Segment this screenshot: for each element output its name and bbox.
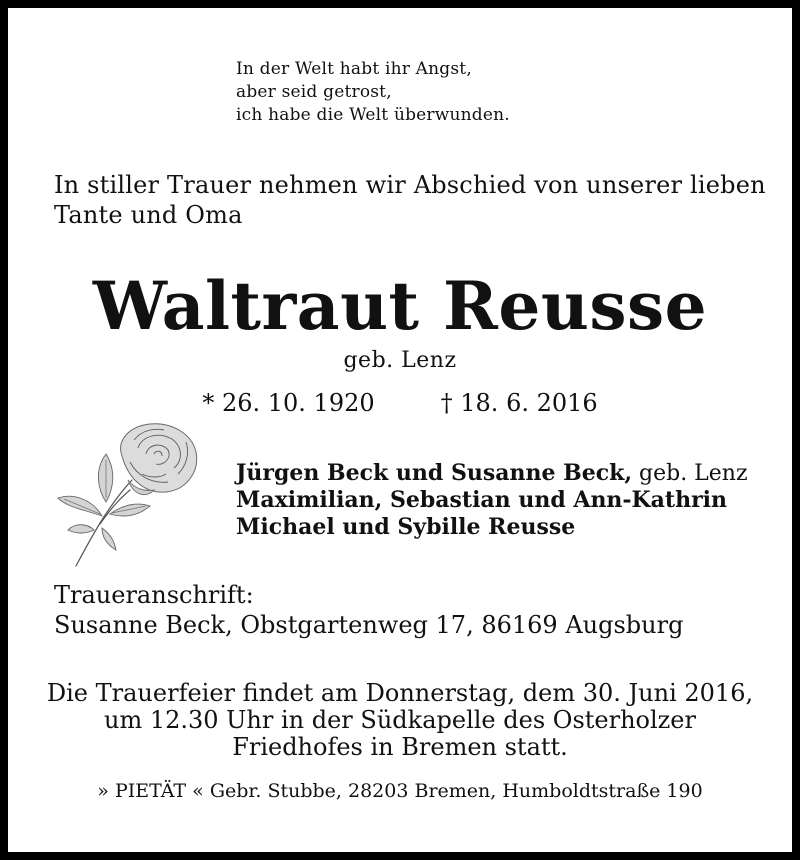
mourner-line [236, 460, 748, 487]
intro-line: In stiller Trauer nehmen wir Abschied von unserer lieben [54, 171, 766, 199]
mourner-names: Jürgen Beck und Susanne Beck, [236, 460, 633, 486]
mourner-names: Maximilian, Sebastian und Ann-Kathrin [236, 487, 728, 513]
mourner-line [236, 487, 748, 514]
service-line: um 12.30 Uhr in der Südkapelle des Osterholzer [104, 706, 696, 734]
bible-verse [236, 58, 510, 127]
mourner-line [236, 514, 748, 541]
address-label: Traueranschrift: [54, 581, 254, 609]
mourner-names: Michael und Sybille Reusse [236, 514, 576, 540]
funeral-service-info [8, 680, 792, 761]
intro-line: Tante und Oma [54, 201, 243, 229]
intro-text [54, 170, 774, 230]
deceased-name: Waltraut Reusse [92, 267, 708, 345]
undertaker-line: » PIETÄT « Gebr. Stubbe, 28203 Bremen, Humboldtstraße 190 [97, 780, 703, 802]
rose-icon [54, 418, 214, 568]
birth-name: geb. Lenz [343, 348, 457, 373]
mourner-suffix: geb. Lenz [632, 461, 748, 486]
life-dates [8, 388, 792, 418]
death-date: † 18. 6. 2016 [440, 389, 598, 417]
address-value: Susanne Beck, Obstgartenweg 17, 86169 Augsburg [54, 611, 684, 639]
birth-date: * 26. 10. 1920 [202, 389, 375, 417]
verse-line: aber seid getrost, [236, 82, 392, 102]
verse-line: In der Welt habt ihr Angst, [236, 59, 472, 79]
service-line: Friedhofes in Bremen statt. [232, 733, 568, 761]
mourning-address [54, 580, 683, 640]
verse-line: ich habe die Welt überwunden. [236, 105, 510, 125]
service-line: Die Trauerfeier findet am Donnerstag, dem 30. Juni 2016, [46, 679, 754, 707]
mourners-list [236, 460, 748, 541]
